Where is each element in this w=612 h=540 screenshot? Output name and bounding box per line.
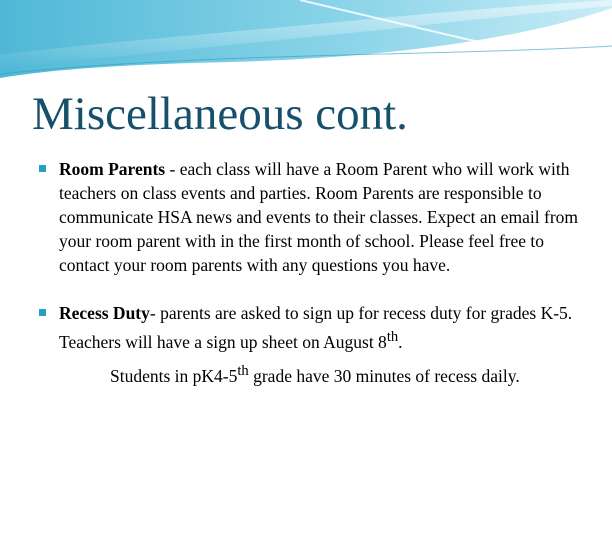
- recess-duty-heading: Recess Duty: [59, 303, 150, 323]
- bullet-list: [39, 157, 579, 388]
- header-wave-decoration: [0, 0, 612, 80]
- room-parents-separator: -: [165, 159, 180, 179]
- square-bullet-icon: [39, 165, 46, 172]
- slide-title: Miscellaneous cont.: [32, 88, 408, 140]
- bullet-recess-duty: [39, 301, 579, 388]
- recess-duty-period: .: [398, 331, 403, 352]
- square-bullet-icon: [39, 309, 46, 316]
- recess-subtext-part-1: Students in pK4-5: [110, 365, 238, 386]
- recess-duty-subtext: [59, 359, 579, 388]
- bullet-room-parents: [39, 157, 579, 277]
- room-parents-text: each class will have a Room Parent who will work with teachers on class events and parties. Room Parents are responsible to communicate HSA news and events to their classes. Expect an email from your room parent with in the first month of school. Please feel free to contact your room parents with any questions you have.: [59, 159, 579, 275]
- room-parents-heading: Room Parents: [59, 159, 166, 179]
- recess-subtext-grade-suffix: th: [237, 362, 249, 379]
- recess-duty-date-suffix: th: [386, 329, 399, 345]
- recess-duty-text: - parents are asked to sign up for recess duty for grades K-5. Teachers will have a sign up sheet on August 8: [59, 303, 573, 352]
- recess-subtext-part-2: grade have 30 minutes of recess daily.: [248, 365, 520, 386]
